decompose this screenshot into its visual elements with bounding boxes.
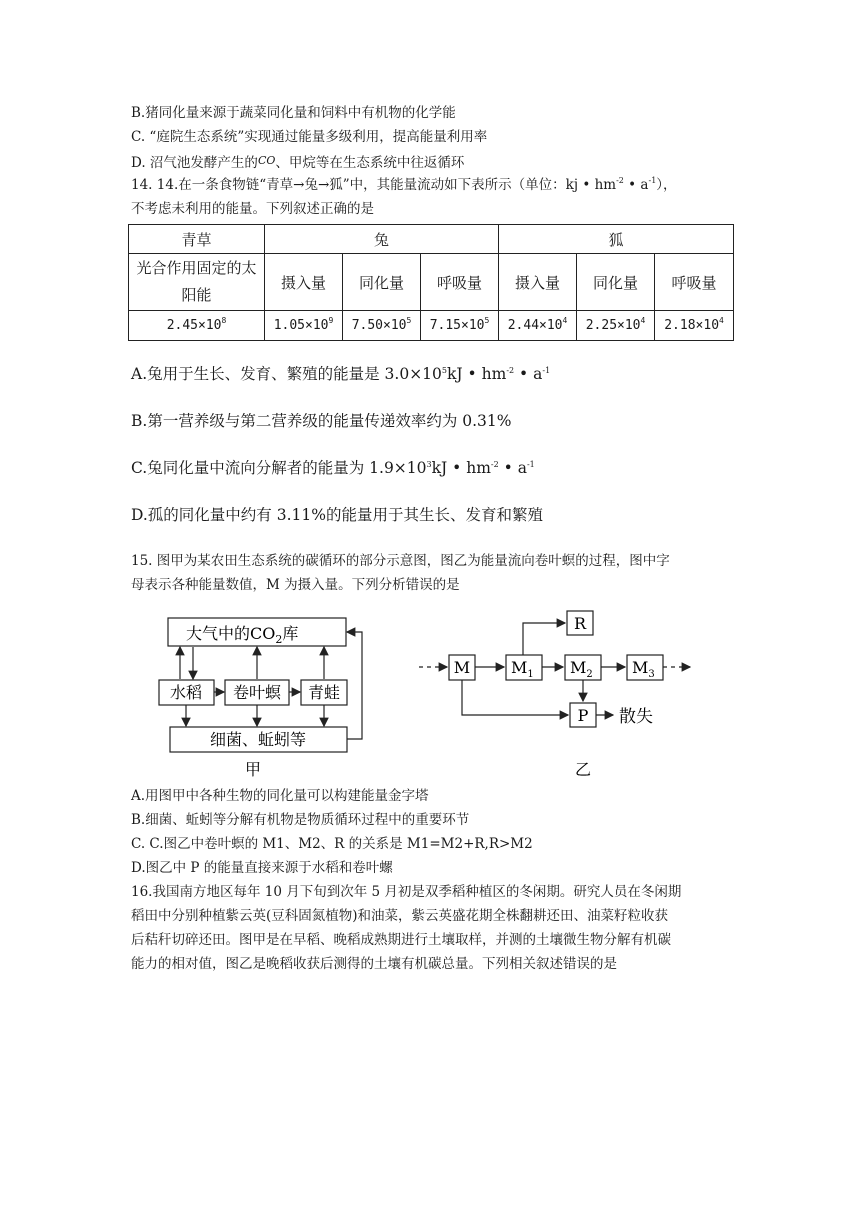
header-grass: 青草 — [129, 225, 265, 254]
figure-jia-carbon-cycle — [150, 605, 390, 780]
value-rabbit-respiration: $7.15\times 10^5$ — [421, 311, 499, 341]
q14-option-d: D.孤的同化量中约有 3.11%的能量用于其生长、发育和繁殖 — [131, 506, 543, 524]
m2-label: $M_2$ — [570, 658, 593, 680]
q14-stem-post: ）， — [656, 177, 677, 193]
header-fox-respiration: 呼吸量 — [655, 254, 734, 311]
header-fox-intake: 摄入量 — [499, 254, 577, 311]
m-label: M — [453, 658, 471, 677]
q14-option-a: A.兔用于生长、发育、繁殖的能量是 $3.0\times 10^5kJ$ • $hm^{-2}$ • $a^{-1}$ — [131, 365, 551, 383]
q15-option-d: D.图乙中 P 的能量直接来源于水稻和卷叶螺 — [131, 860, 393, 876]
q13-option-b: B.猪同化量来源于蔬菜同化量和饲料中有机物的化学能 — [131, 105, 456, 121]
figure-yi-energy-flow — [415, 605, 705, 780]
co-symbol: CO — [257, 154, 276, 167]
q15-option-a: A.用图甲中各种生物的同化量可以构建能量金字塔 — [131, 788, 429, 804]
value-rabbit-intake: $1.05\times 10^9$ — [265, 311, 343, 341]
energy-flow-table — [128, 224, 734, 341]
leafroller-label: 卷叶螟 — [232, 683, 282, 702]
q16-line4: 能力的相对值，图乙是晚稻收获后测得的土壤有机碳总量。下列相关叙述错误的是 — [131, 956, 617, 972]
decomposer-label: 细菌、蚯蚓等 — [209, 730, 307, 749]
q16-line3: 后秸秆切碎还田。图甲是在早稻、晚稻成熟期进行土壤取样，并测的土壤微生物分解有机碳 — [131, 932, 671, 948]
header-fox: 狐 — [499, 225, 734, 254]
q14-stem-line1 — [131, 175, 677, 195]
p-label: P — [577, 706, 589, 725]
table-subheader-row — [129, 254, 734, 311]
q13-option-d — [131, 151, 464, 173]
value-fox-assimilation: $2.25\times 10^4$ — [577, 311, 655, 341]
table-value-row — [129, 311, 734, 341]
q13-option-d-post: 、甲烷等在生态系统中往返循环 — [275, 155, 465, 171]
atmosphere-label: 大气中的$CO_2$库 — [186, 624, 299, 646]
q14-option-b: B.第一营养级与第二营养级的能量传递效率约为 0.31% — [131, 412, 512, 430]
q14-stem-sup2: -1 — [648, 176, 657, 185]
figure-jia-caption: 甲 — [244, 760, 262, 779]
q13-option-c: C. “庭院生态系统”实现通过能量多级利用，提高能量利用率 — [131, 129, 488, 145]
q14-option-c: C.兔同化量中流向分解者的能量为 $1.9\times 10^3kJ$ • $hm^{-2}$ • $a^{-1}$ — [131, 459, 535, 477]
header-rabbit: 兔 — [265, 225, 499, 254]
rice-label: 水稻 — [169, 683, 203, 702]
header-fox-assimilation: 同化量 — [577, 254, 655, 311]
q15-option-c: C. C.图乙中卷叶螟的 M1、M2、R 的关系是 M1=M2+R,R>M2 — [131, 836, 533, 852]
header-rabbit-respiration: 呼吸量 — [421, 254, 499, 311]
q13-option-d-pre: D. 沼气池发酵产生的 — [131, 155, 258, 171]
table-header-row — [129, 225, 734, 254]
q15-stem-line1: 15. 图甲为某农田生态系统的碳循环的部分示意图，图乙为能量流向卷叶螟的过程，图中字 — [131, 553, 670, 569]
q16-line2: 稻田中分别种植紫云英(豆科固氮植物)和油菜，紫云英盛花期全株翻耕还田、油菜籽粒收获 — [131, 908, 669, 924]
q15-stem-line2: 母表示各种能量数值，M 为摄入量。下列分析错误的是 — [131, 577, 460, 593]
header-photosynthesis: 光合作用固定的太阳能 — [129, 254, 265, 311]
value-grass: $2.45\times 10^8$ — [129, 311, 265, 341]
q14-stem-line2: 不考虑未利用的能量。下列叙述正确的是 — [131, 201, 374, 217]
header-rabbit-intake: 摄入量 — [265, 254, 343, 311]
q14-stem-pre: 14. 14.在一条食物链“青草→兔→狐”中，其能量流动如下表所示（单位：kj • hm — [131, 177, 617, 193]
value-fox-respiration: $2.18\times 10^4$ — [655, 311, 734, 341]
value-rabbit-assimilation: $7.50\times 10^5$ — [343, 311, 421, 341]
dissipate-label: 散失 — [619, 707, 653, 727]
q16-line1: 16.我国南方地区每年 10 月下旬到次年 5 月初是双季稻种植区的冬闲期。研究人员在冬闲期 — [131, 884, 682, 900]
value-fox-intake: $2.44\times 10^4$ — [499, 311, 577, 341]
m3-label: $M_3$ — [632, 658, 655, 680]
frog-label: 青蛙 — [307, 683, 341, 702]
q15-option-b: B.细菌、蚯蚓等分解有机物是物质循环过程中的重要环节 — [131, 812, 470, 828]
q14-stem-mid: • a — [623, 177, 649, 193]
header-rabbit-assimilation: 同化量 — [343, 254, 421, 311]
r-label: R — [573, 614, 587, 633]
figure-yi-caption: 乙 — [574, 760, 592, 779]
m1-label: $M_1$ — [511, 658, 534, 680]
q14-stem-sup1: -2 — [616, 176, 624, 185]
